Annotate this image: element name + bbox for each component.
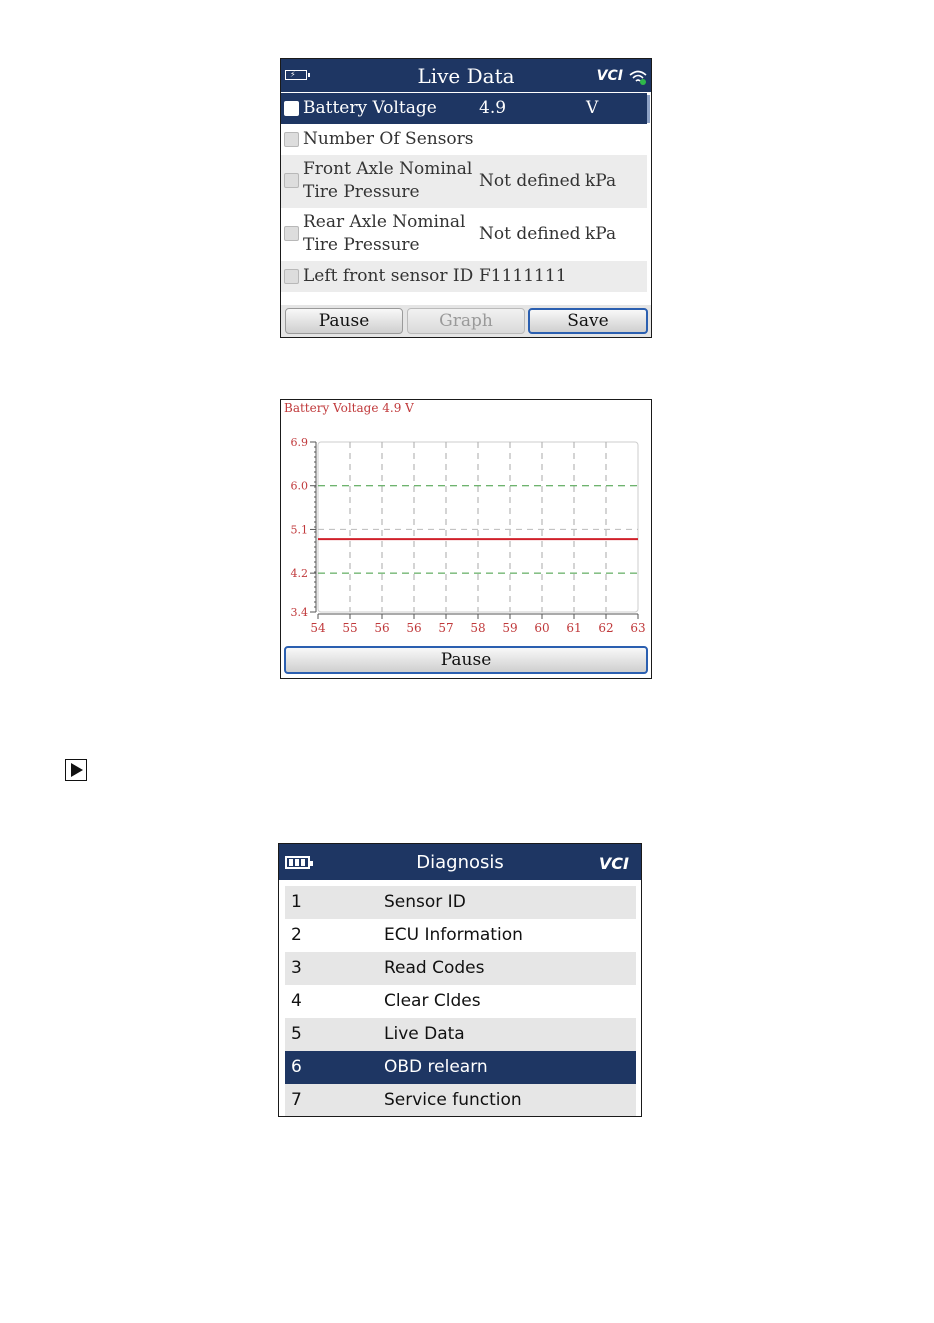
save-button[interactable]: Save — [528, 308, 648, 334]
menu-item-number: 6 — [291, 1057, 302, 1077]
menu-item-number: 7 — [291, 1090, 302, 1110]
menu-item-label: Service function — [384, 1090, 522, 1110]
y-tick-label: 4.2 — [290, 567, 308, 581]
live-data-screen — [280, 58, 652, 338]
menu-item-label: Read Codes — [384, 958, 485, 978]
item-unit: kPa — [585, 224, 617, 244]
title-bar — [281, 59, 651, 92]
list-item-left-front-sensor-id[interactable] — [281, 261, 647, 292]
list-item-battery-voltage[interactable] — [281, 93, 647, 124]
x-tick-label: 58 — [470, 621, 486, 635]
diagnosis-menu — [285, 886, 636, 1117]
checkbox[interactable] — [284, 101, 299, 116]
checkbox[interactable] — [284, 226, 299, 241]
menu-item-sensor-id[interactable] — [285, 886, 636, 919]
x-tick-label: 60 — [534, 621, 550, 635]
item-unit: V — [586, 98, 599, 118]
menu-item-number: 1 — [291, 892, 302, 912]
y-tick-label: 6.0 — [290, 479, 308, 493]
x-tick-label: 57 — [438, 621, 454, 635]
item-value: Not defined — [479, 171, 581, 191]
x-tick-label: 56 — [374, 621, 390, 635]
menu-item-number: 3 — [291, 958, 302, 978]
page-title: Live Data — [417, 64, 515, 88]
item-name-line1: Front Axle Nominal — [303, 159, 473, 179]
battery-charging-icon: ⚡ — [285, 70, 307, 80]
voltage-chart — [281, 400, 651, 646]
list-item-number-of-sensors[interactable] — [281, 124, 647, 155]
y-tick-label: 5.1 — [290, 523, 308, 537]
x-tick-label: 59 — [502, 621, 518, 635]
checkbox[interactable] — [284, 132, 299, 147]
button-bar — [281, 305, 651, 337]
item-value: F1111111 — [479, 266, 567, 286]
x-tick-label: 63 — [630, 621, 646, 635]
menu-item-number: 4 — [291, 991, 302, 1011]
item-name: Battery Voltage — [303, 98, 437, 118]
checkbox[interactable] — [284, 173, 299, 188]
title-bar — [279, 844, 641, 880]
diagnosis-screen — [278, 843, 642, 1117]
menu-item-label: Sensor ID — [384, 892, 466, 912]
menu-item-number: 2 — [291, 925, 302, 945]
x-tick-label: 61 — [566, 621, 582, 635]
scrollbar[interactable] — [647, 95, 650, 123]
menu-item-label: ECU Information — [384, 925, 523, 945]
list-item-rear-axle-pressure[interactable] — [281, 208, 647, 261]
checkbox[interactable] — [284, 269, 299, 284]
live-data-list — [281, 93, 647, 292]
menu-item-live-data[interactable] — [285, 1018, 636, 1051]
item-value: Not defined — [479, 224, 581, 244]
pause-button[interactable]: Pause — [284, 646, 648, 674]
wifi-icon — [629, 69, 647, 85]
y-tick-label: 3.4 — [290, 606, 308, 619]
menu-item-label: Clear Cldes — [384, 991, 481, 1011]
menu-item-label: Live Data — [384, 1024, 465, 1044]
x-tick-label: 55 — [342, 621, 358, 635]
item-value: 4.9 — [479, 98, 507, 118]
item-unit: kPa — [585, 171, 617, 191]
item-name-line2: Tire Pressure — [303, 182, 420, 202]
menu-item-clear-codes[interactable] — [285, 985, 636, 1018]
menu-item-number: 5 — [291, 1024, 302, 1044]
x-tick-label: 54 — [310, 621, 326, 635]
chart-title: Battery Voltage 4.9 V — [284, 401, 414, 415]
x-tick-label: 56 — [406, 621, 422, 635]
menu-item-label: OBD relearn — [384, 1057, 488, 1077]
graph-button[interactable]: Graph — [407, 308, 525, 334]
menu-item-obd-relearn[interactable] — [285, 1051, 636, 1084]
item-name: Number Of Sensors — [303, 129, 474, 149]
item-name: Left front sensor ID — [303, 266, 474, 286]
menu-item-read-codes[interactable] — [285, 952, 636, 985]
vci-connected-icon: VCI — [596, 68, 623, 84]
vci-connected-icon: VCI — [598, 854, 629, 873]
play-arrow-icon — [65, 759, 87, 781]
item-name-line1: Rear Axle Nominal — [303, 212, 466, 232]
graph-screen — [280, 399, 652, 679]
page-title: Diagnosis — [416, 852, 504, 873]
y-tick-label: 6.9 — [290, 436, 308, 449]
list-item-front-axle-pressure[interactable] — [281, 155, 647, 208]
item-name-line2: Tire Pressure — [303, 235, 420, 255]
pause-button[interactable]: Pause — [285, 308, 403, 334]
x-tick-label: 62 — [598, 621, 614, 635]
menu-item-ecu-information[interactable] — [285, 919, 636, 952]
menu-item-service-function[interactable] — [285, 1084, 636, 1117]
